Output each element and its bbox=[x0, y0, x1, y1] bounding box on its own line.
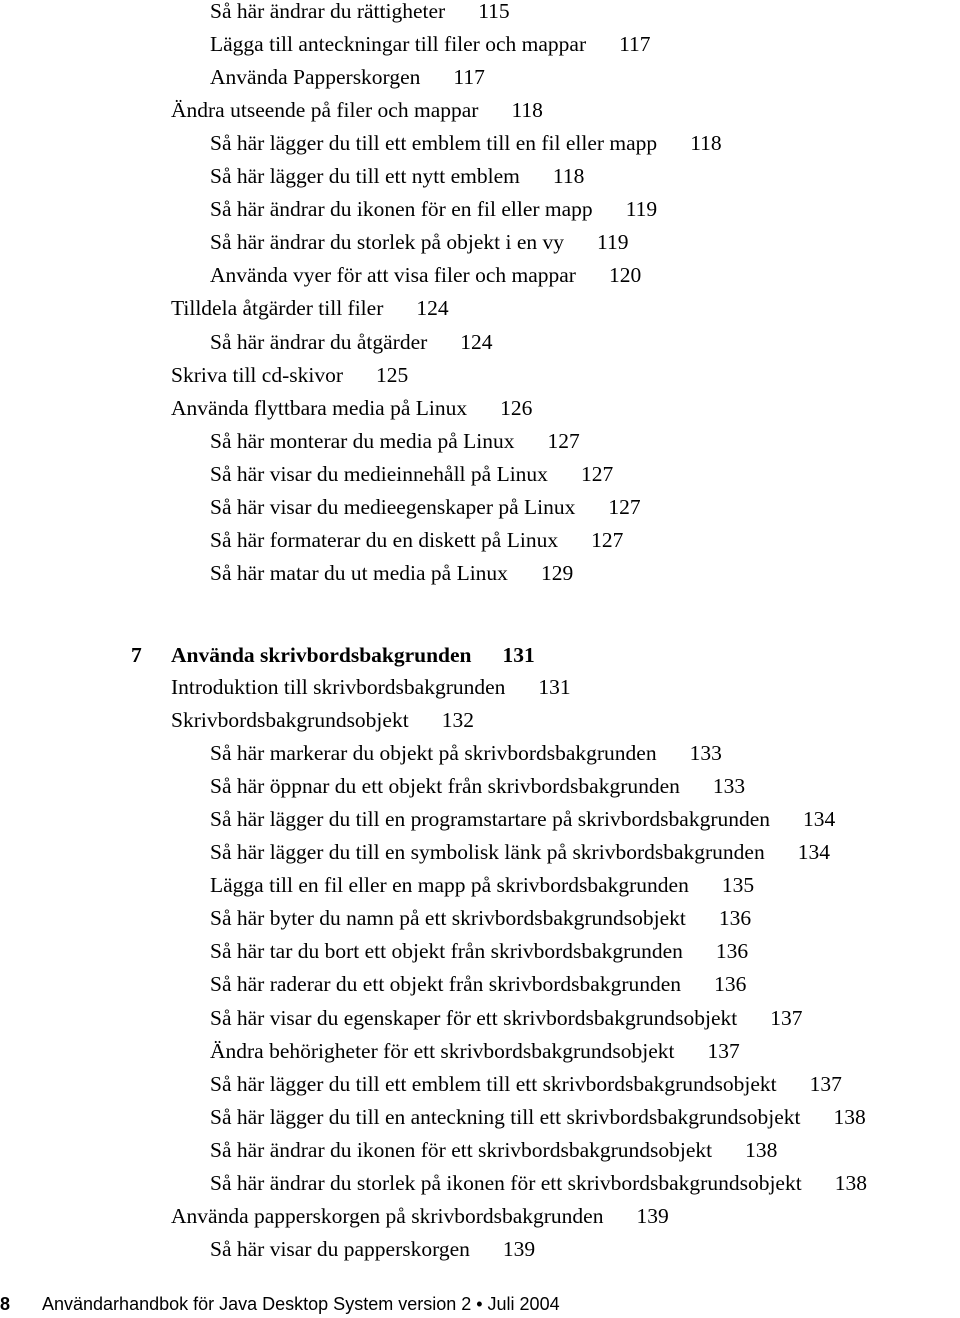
toc-entry-page-number: 138 bbox=[745, 1137, 778, 1162]
toc-entry[interactable] bbox=[210, 770, 745, 803]
toc-entry-title: Så här visar du papperskorgen bbox=[210, 1236, 470, 1261]
toc-entry-title: Så här byter du namn på ett skrivbordsbakgrundsobjekt bbox=[210, 906, 686, 931]
toc-chapter-heading[interactable] bbox=[131, 638, 535, 672]
toc-entry-page-number: 136 bbox=[718, 906, 752, 931]
toc-entry[interactable] bbox=[210, 524, 623, 557]
toc-entry-page-number: 118 bbox=[690, 131, 722, 156]
toc-entry-page-number: 117 bbox=[619, 32, 651, 57]
toc-entry[interactable] bbox=[210, 127, 722, 160]
toc-entry-title: Introduktion till skrivbordsbakgrunden bbox=[171, 675, 506, 699]
toc-entry-title: Så här tar du bort ett objekt från skrivbordsbakgrunden bbox=[210, 939, 683, 964]
toc-entry-title: Tilldela åtgärder till filer bbox=[171, 296, 384, 321]
toc-entry-page-number: 125 bbox=[375, 362, 409, 387]
toc-entry-page-number: 136 bbox=[715, 939, 749, 964]
toc-entry-title: Så här lägger du till ett emblem till en fil eller mapp bbox=[210, 131, 658, 156]
toc-entry[interactable] bbox=[210, 1233, 535, 1266]
toc-entry-title: Skrivbordsbakgrundsobjekt bbox=[171, 708, 409, 733]
toc-entry-title: Använda vyer för att visa filer och mappar bbox=[210, 263, 576, 288]
toc-entry-page-number: 137 bbox=[707, 1038, 740, 1063]
toc-entry[interactable] bbox=[210, 1068, 842, 1101]
toc-entry[interactable] bbox=[210, 836, 830, 869]
toc-entry-title: Så här ändrar du rättigheter bbox=[210, 0, 446, 23]
toc-entry-page-number: 115 bbox=[478, 0, 510, 23]
toc-entry-title: Så här formaterar du en diskett på Linux bbox=[210, 527, 559, 552]
footer-text: Användarhandbok för Java Desktop System version 2 • Juli 2004 bbox=[42, 1294, 560, 1314]
toc-entry[interactable] bbox=[210, 968, 746, 1001]
toc-entry[interactable] bbox=[171, 704, 474, 737]
toc-entry-page-number: 139 bbox=[636, 1203, 669, 1228]
toc-entry-title: Så här ändrar du storlek på ikonen för ett skrivbordsbakgrundsobjekt bbox=[210, 1170, 802, 1195]
toc-entry-page-number: 134 bbox=[797, 840, 830, 865]
toc-entry-title: Använda papperskorgen på skrivbordsbakgrunden bbox=[171, 1203, 604, 1228]
toc-entry-title: Så här lägger du till ett nytt emblem bbox=[210, 164, 520, 189]
toc-entry-page-number: 138 bbox=[833, 1104, 866, 1129]
toc-entry[interactable] bbox=[210, 425, 580, 458]
toc-entry-title: Ändra utseende på filer och mappar bbox=[171, 98, 479, 123]
toc-entry[interactable] bbox=[210, 28, 651, 61]
toc-entry-page-number: 136 bbox=[714, 972, 747, 997]
toc-entry[interactable] bbox=[210, 226, 629, 259]
toc-entry[interactable] bbox=[171, 292, 449, 325]
toc-entry-page-number: 127 bbox=[591, 527, 624, 552]
toc-entry-title: Så här ändrar du ikonen för ett skrivbordsbakgrundsobjekt bbox=[210, 1137, 713, 1162]
toc-entry-page-number: 132 bbox=[441, 708, 474, 733]
toc-entry-title: Så här lägger du till en symbolisk länk på skrivbordsbakgrunden bbox=[210, 840, 765, 865]
toc-entry[interactable] bbox=[210, 1035, 740, 1068]
toc-entry-title: Lägga till anteckningar till filer och mappar bbox=[210, 32, 587, 57]
toc-entry[interactable] bbox=[210, 1167, 867, 1200]
toc-entry-page-number: 124 bbox=[416, 296, 449, 321]
toc-entry-page-number: 119 bbox=[597, 230, 629, 255]
toc-entry-page-number: 131 bbox=[538, 675, 571, 699]
toc-entry[interactable] bbox=[171, 1200, 669, 1233]
toc-entry-page-number: 124 bbox=[460, 329, 493, 354]
toc-entry-page-number: 133 bbox=[712, 774, 746, 799]
footer-page-number: 8 bbox=[0, 1294, 11, 1314]
toc-entry-page-number: 126 bbox=[500, 395, 533, 420]
toc-entry[interactable] bbox=[210, 0, 510, 28]
toc-entry[interactable] bbox=[210, 557, 573, 590]
toc-entry[interactable] bbox=[210, 737, 722, 770]
toc-entry[interactable] bbox=[210, 160, 584, 193]
toc-entry-title: Så här ändrar du storlek på objekt i en vy bbox=[210, 230, 565, 255]
toc-entry[interactable] bbox=[210, 259, 641, 292]
toc-entry-title: Så här markerar du objekt på skrivbordsbakgrunden bbox=[210, 741, 657, 766]
chapter-number: 7 bbox=[131, 643, 142, 667]
toc-entry-page-number: 133 bbox=[689, 741, 722, 766]
toc-entry-title: Använda Papperskorgen bbox=[210, 65, 421, 90]
toc-entry-page-number: 119 bbox=[625, 197, 658, 222]
toc-entry[interactable] bbox=[171, 94, 543, 127]
toc-entry[interactable] bbox=[171, 392, 532, 425]
chapter-title: Använda skrivbordsbakgrunden bbox=[171, 643, 472, 667]
toc-entry[interactable] bbox=[210, 935, 748, 968]
toc-entry-page-number: 118 bbox=[552, 164, 585, 189]
toc-entry-page-number: 129 bbox=[540, 560, 574, 585]
toc-entry-page-number: 127 bbox=[547, 428, 580, 453]
toc-entry[interactable] bbox=[171, 359, 408, 392]
toc-entry-page-number: 138 bbox=[834, 1170, 867, 1195]
toc-entry-title: Så här visar du egenskaper för ett skrivbordsbakgrundsobjekt bbox=[210, 1005, 738, 1030]
toc-entry[interactable] bbox=[210, 869, 754, 902]
toc-entry[interactable] bbox=[171, 671, 571, 704]
toc-entry-page-number: 139 bbox=[502, 1236, 536, 1261]
page-footer bbox=[0, 1290, 560, 1318]
toc-entry-page-number: 127 bbox=[580, 461, 614, 486]
toc-entry-title: Lägga till en fil eller en mapp på skrivbordsbakgrunden bbox=[210, 873, 689, 898]
toc-entry-title: Så här matar du ut media på Linux bbox=[210, 560, 508, 585]
toc-entry[interactable] bbox=[210, 1002, 802, 1035]
toc-entry-title: Så här ändrar du ikonen för en fil eller mapp bbox=[210, 197, 593, 222]
toc-entry-title: Så här lägger du till ett emblem till ett skrivbordsbakgrundsobjekt bbox=[210, 1071, 777, 1096]
toc-entry-title: Ändra behörigheter för ett skrivbordsbakgrundsobjekt bbox=[210, 1038, 675, 1063]
toc-entry-title: Så här visar du medieegenskaper på Linux bbox=[210, 494, 576, 519]
toc-entry-title: Så här lägger du till en programstartare på skrivbordsbakgrunden bbox=[210, 807, 771, 832]
chapter-page-number: 131 bbox=[502, 643, 535, 667]
toc-entry[interactable] bbox=[210, 458, 613, 491]
toc-entry[interactable] bbox=[210, 491, 641, 524]
toc-entry-page-number: 127 bbox=[608, 494, 641, 519]
toc-entry-page-number: 137 bbox=[770, 1005, 803, 1030]
toc-entry[interactable] bbox=[210, 326, 493, 359]
toc-entry-page-number: 134 bbox=[803, 807, 836, 832]
toc-entry-page-number: 137 bbox=[809, 1071, 842, 1096]
toc-entry[interactable] bbox=[210, 193, 657, 226]
toc-entry-page-number: 120 bbox=[608, 263, 642, 288]
toc-entry-title: Så här ändrar du åtgärder bbox=[210, 329, 428, 354]
toc-entry-title: Skriva till cd-skivor bbox=[171, 362, 343, 387]
toc-entry[interactable] bbox=[210, 61, 485, 94]
toc-entry-page-number: 118 bbox=[511, 98, 543, 123]
toc-entry[interactable] bbox=[210, 1134, 777, 1167]
toc-entry[interactable] bbox=[210, 803, 835, 836]
toc-entry-title: Så här visar du medieinnehåll på Linux bbox=[210, 461, 548, 486]
toc-entry[interactable] bbox=[210, 902, 751, 935]
toc-entry-title: Så här raderar du ett objekt från skrivbordsbakgrunden bbox=[210, 972, 682, 997]
toc-entry-page-number: 117 bbox=[453, 65, 485, 90]
toc-entry[interactable] bbox=[210, 1101, 866, 1134]
toc-entry-title: Så här öppnar du ett objekt från skrivbordsbakgrunden bbox=[210, 774, 680, 799]
toc-entry-title: Använda flyttbara media på Linux bbox=[171, 395, 468, 420]
toc-entry-page-number: 135 bbox=[721, 873, 755, 898]
toc-entry-title: Så här monterar du media på Linux bbox=[210, 428, 515, 453]
toc-entry-title: Så här lägger du till en anteckning till ett skrivbordsbakgrundsobjekt bbox=[210, 1104, 801, 1129]
